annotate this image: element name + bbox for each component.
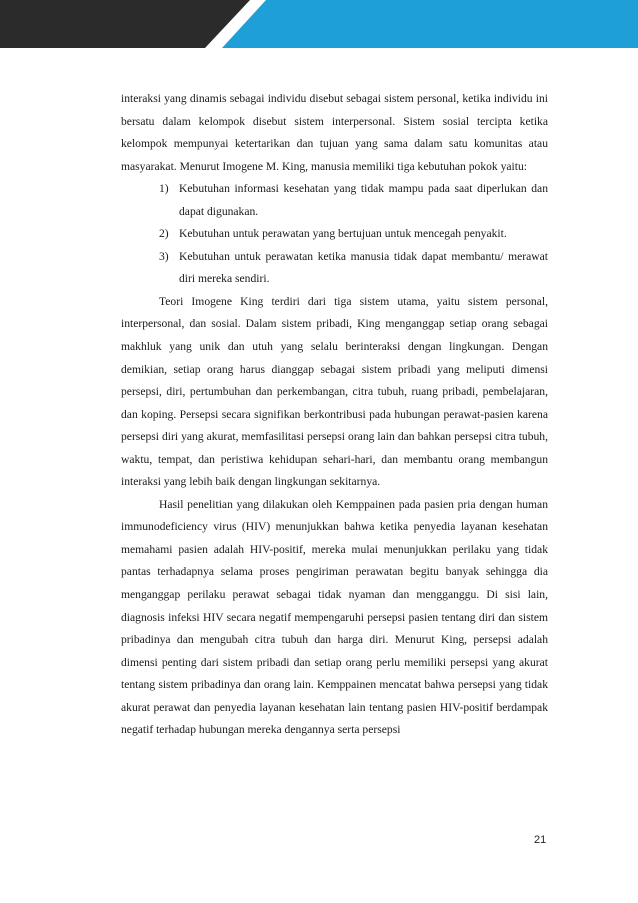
list-item-number: 1) <box>159 182 169 196</box>
list-item-text: Kebutuhan untuk perawatan yang bertujuan untuk mencegah penyakit. <box>179 227 507 241</box>
list-item-text: Kebutuhan untuk perawatan ketika manusia tidak dapat membantu/ merawat diri mereka sendiri. <box>179 249 548 286</box>
list-item <box>121 178 548 223</box>
intro-paragraph: interaksi yang dinamis sebagai individu disebut sebagai sistem personal, ketika individu ini bersatu dalam kelompok disebut sistem interpersonal. Sistem sosial tercipta ketika kelompok mempunyai ketertarikan dan tujuan yang sama dalam satu komunitas atau masyarakat. Menurut Imogene M. King, manusia memiliki tiga kebutuhan pokok yaitu: <box>121 92 548 173</box>
list-item-number: 2) <box>159 227 169 241</box>
king-theory-paragraph: Teori Imogene King terdiri dari tiga sistem utama, yaitu sistem personal, interpersonal, dan sosial. Dalam sistem pribadi, King menganggap setiap orang sebagai makhluk yang unik dan utuh yang selalu berinteraksi dengan lingkungan. Dengan demikian, setiap orang harus dianggap sebagai sistem pribadi yang meliputi dimensi persepsi, diri, pertumbuhan dan perkembangan, citra tubuh, ruang pribadi, pembelajaran, dan koping. Persepsi secara signifikan berkontribusi pada hubungan perawat-pasien karena persepsi diri yang akurat, memfasilitasi persepsi orang lain dan bahkan persepsi citra tubuh, waktu, tempat, dan peristiwa kehidupan sehari-hari, dan membantu orang membangun interaksi yang lebih baik dengan lingkungan sekitarnya. <box>121 294 548 489</box>
page-number: 21 <box>534 834 547 846</box>
list-item-number: 3) <box>159 249 169 263</box>
main-text-column <box>121 88 548 742</box>
header-band-graphic <box>0 0 638 48</box>
header-decoration <box>0 0 638 48</box>
research-paragraph: Hasil penelitian yang dilakukan oleh Kemppainen pada pasien pria dengan human immunodeficiency virus (HIV) menunjukkan bahwa ketika penyedia layanan kesehatan memahami pasien adalah HIV-positif, mereka mulai menunjukkan perilaku yang tidak pantas terhadapnya selama proses pengiriman perawatan begitu banyak sehingga dia menganggap perilaku perawat sebagai tidak nyaman dan mengganggu. Di sisi lain, diagnosis infeksi HIV secara negatif mempengaruhi persepsi pasien tentang diri dan sistem pribadinya dan mengubah citra tubuh dan harga diri. Menurut King, persepsi adalah dimensi penting dari sistem pribadi dan setiap orang perlu memiliki persepsi yang akurat tentang sistem pribadinya dan orang lain. Kemppainen mencatat bahwa persepsi yang tidak akurat perawat dan penyedia layanan kesehatan lain tentang pasien HIV-positif berdampak negatif terhadap hubungan mereka dengannya serta persepsi <box>121 497 548 737</box>
list-item <box>121 246 548 291</box>
list-item-text: Kebutuhan informasi kesehatan yang tidak mampu pada saat diperlukan dan dapat digunakan. <box>179 182 548 218</box>
list-item <box>121 223 548 246</box>
needs-list <box>121 178 548 291</box>
